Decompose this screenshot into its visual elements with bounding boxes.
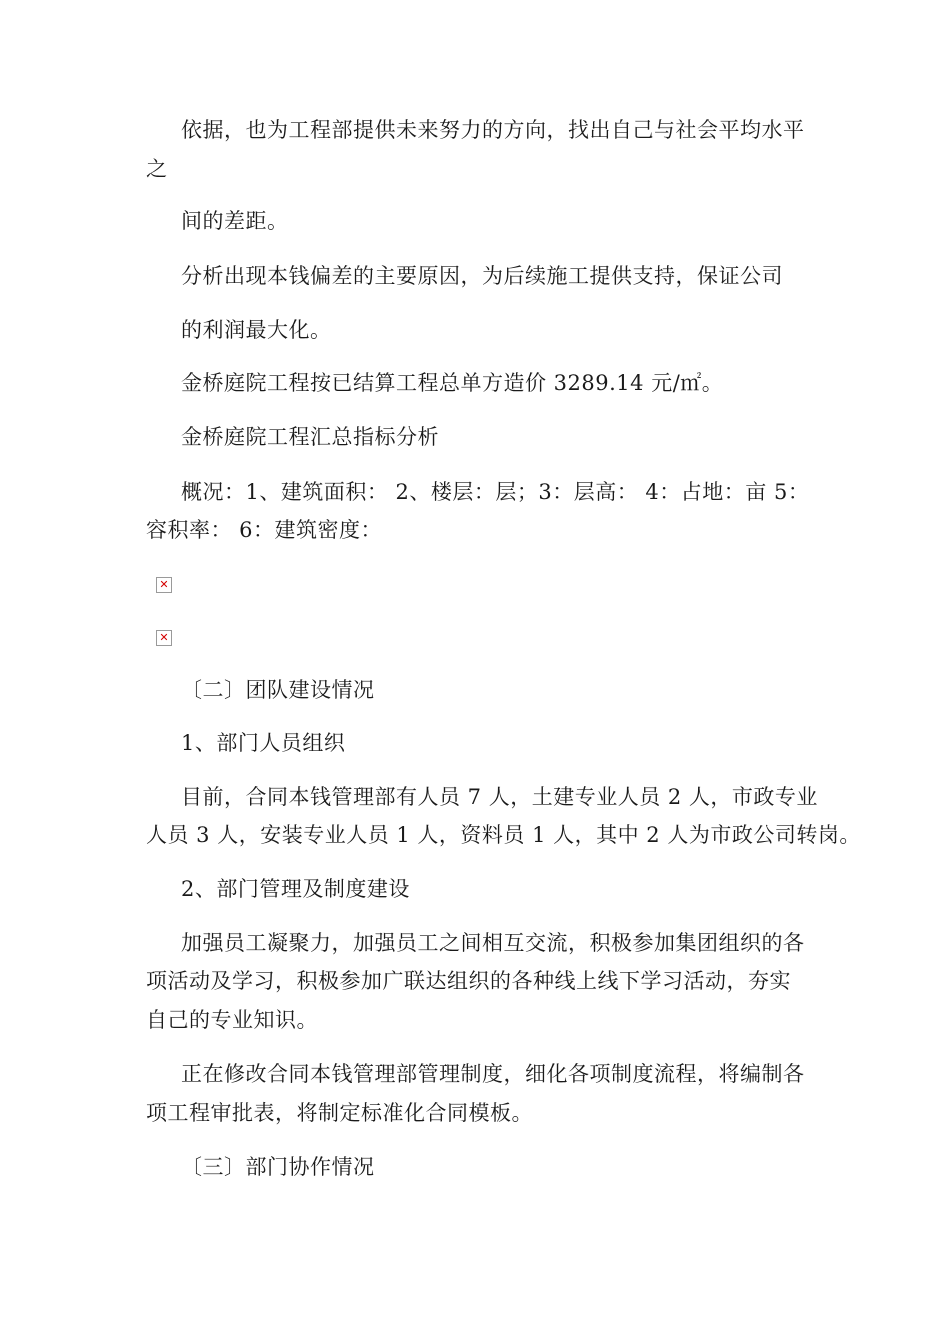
paragraph-line: 正在修改合同本钱管理部管理制度，细化各项制度流程，将编制各	[181, 1062, 805, 1086]
section-heading: 〔二〕团队建设情况	[181, 678, 375, 702]
broken-image-icon: ✕	[156, 577, 172, 593]
paragraph-line: 人员 3 人，安装专业人员 1 人，资料员 1 人，其中 2 人为市政公司转岗。	[146, 823, 861, 847]
paragraph-line: 的利润最大化。	[181, 318, 332, 342]
paragraph-line: 金桥庭院工程按已结算工程总单方造价 3289.14 元/㎡。	[181, 371, 724, 395]
paragraph-line: 间的差距。	[181, 209, 289, 233]
paragraph-line: 容积率： 6：建筑密度：	[146, 518, 383, 542]
paragraph-line: 项工程审批表，将制定标准化合同模板。	[146, 1101, 533, 1125]
section-heading: 〔三〕部门协作情况	[181, 1155, 375, 1179]
paragraph-line: 金桥庭院工程汇总指标分析	[181, 425, 439, 449]
section-heading: 1、部门人员组织	[181, 731, 346, 755]
paragraph-line: 加强员工凝聚力，加强员工之间相互交流，积极参加集团组织的各	[181, 931, 805, 955]
paragraph-line: 目前，合同本钱管理部有人员 7 人，土建专业人员 2 人，市政专业	[181, 785, 818, 809]
section-heading: 2、部门管理及制度建设	[181, 877, 410, 901]
paragraph-line: 概况：1、建筑面积： 2、楼层：层；3：层高： 4：占地：亩 5：	[181, 480, 810, 504]
paragraph-line: 之	[146, 157, 168, 181]
paragraph-line: 分析出现本钱偏差的主要原因，为后续施工提供支持，保证公司	[181, 264, 783, 288]
paragraph-line: 自己的专业知识。	[146, 1008, 318, 1032]
broken-image-icon: ✕	[156, 630, 172, 646]
paragraph-line: 依据，也为工程部提供未来努力的方向，找出自己与社会平均水平	[181, 118, 805, 142]
paragraph-line: 项活动及学习，积极参加广联达组织的各种线上线下学习活动，夯实	[146, 969, 791, 993]
